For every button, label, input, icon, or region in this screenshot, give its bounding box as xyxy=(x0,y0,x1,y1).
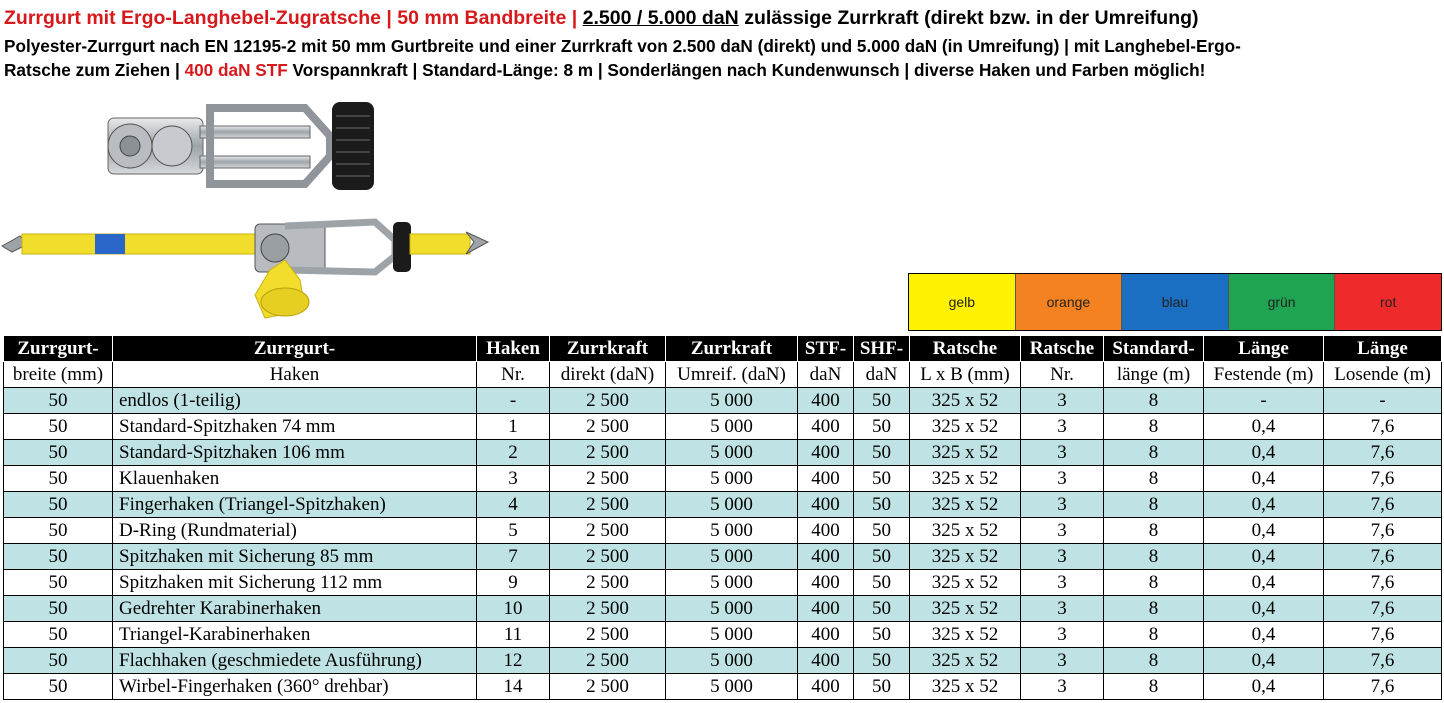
table-cell: 8 xyxy=(1104,674,1204,700)
table-row xyxy=(4,492,1442,518)
table-cell: 3 xyxy=(1021,596,1104,622)
table-cell: 400 xyxy=(798,570,854,596)
table-cell: 0,4 xyxy=(1204,596,1324,622)
table-cell: 50 xyxy=(854,622,910,648)
table-cell: 5 000 xyxy=(666,466,798,492)
spec-table xyxy=(3,335,1442,700)
table-cell: 400 xyxy=(798,674,854,700)
table-row xyxy=(4,388,1442,414)
th-4: Zurrkraft xyxy=(550,336,666,362)
table-cell: 325 x 52 xyxy=(910,492,1021,518)
table-cell: Spitzhaken mit Sicherung 85 mm xyxy=(113,544,477,570)
table-row xyxy=(4,518,1442,544)
table-cell: 50 xyxy=(854,518,910,544)
table-cell: 7,6 xyxy=(1324,544,1442,570)
color-options xyxy=(908,273,1442,331)
strap-image xyxy=(0,210,495,325)
th-12: Länge xyxy=(1324,336,1442,362)
table-cell: 7,6 xyxy=(1324,596,1442,622)
table-cell: 400 xyxy=(798,414,854,440)
table-cell: Gedrehter Karabinerhaken xyxy=(113,596,477,622)
table-cell: 3 xyxy=(477,466,550,492)
table-cell: 8 xyxy=(1104,570,1204,596)
th2-7: daN xyxy=(854,362,910,388)
table-cell: 3 xyxy=(1021,466,1104,492)
th-8: Ratsche xyxy=(910,336,1021,362)
color-orange: orange xyxy=(1016,274,1123,330)
table-row xyxy=(4,622,1442,648)
th-11: Länge xyxy=(1204,336,1324,362)
table-cell: 50 xyxy=(4,466,113,492)
table-cell: 8 xyxy=(1104,622,1204,648)
table-cell: 400 xyxy=(798,466,854,492)
table-cell: 325 x 52 xyxy=(910,570,1021,596)
table-row xyxy=(4,596,1442,622)
table-cell: 0,4 xyxy=(1204,414,1324,440)
table-row xyxy=(4,648,1442,674)
table-cell: 2 500 xyxy=(550,518,666,544)
table-cell: 325 x 52 xyxy=(910,440,1021,466)
th2-2: Haken xyxy=(113,362,477,388)
table-cell: 50 xyxy=(854,388,910,414)
table-cell: 3 xyxy=(1021,674,1104,700)
table-cell: 50 xyxy=(854,570,910,596)
table-cell: 50 xyxy=(854,414,910,440)
table-row xyxy=(4,466,1442,492)
table-cell: 8 xyxy=(1104,518,1204,544)
table-cell: 5 000 xyxy=(666,492,798,518)
table-cell: 5 000 xyxy=(666,674,798,700)
table-cell: 8 xyxy=(1104,414,1204,440)
table-cell: 9 xyxy=(477,570,550,596)
table-cell: 5 000 xyxy=(666,518,798,544)
title-main: Zurrgurt mit Ergo-Langhebel-Zugratsche | 50 mm Bandbreite | xyxy=(4,7,578,29)
table-cell: 50 xyxy=(854,492,910,518)
table-cell: 50 xyxy=(4,388,113,414)
table-cell: 400 xyxy=(798,596,854,622)
th2-6: daN xyxy=(798,362,854,388)
page-title xyxy=(4,6,1442,30)
table-cell: 8 xyxy=(1104,648,1204,674)
table-cell: 5 000 xyxy=(666,570,798,596)
table-row xyxy=(4,674,1442,700)
th-5: Zurrkraft xyxy=(666,336,798,362)
table-cell: 325 x 52 xyxy=(910,648,1021,674)
table-cell: 7,6 xyxy=(1324,466,1442,492)
ratchet-image xyxy=(100,96,385,196)
table-cell: 325 x 52 xyxy=(910,544,1021,570)
table-cell: 400 xyxy=(798,648,854,674)
table-cell: 0,4 xyxy=(1204,648,1324,674)
table-cell: 400 xyxy=(798,544,854,570)
table-cell: 50 xyxy=(4,674,113,700)
table-cell: 14 xyxy=(477,674,550,700)
table-cell: 7,6 xyxy=(1324,648,1442,674)
table-cell: 1 xyxy=(477,414,550,440)
table-cell: 8 xyxy=(1104,440,1204,466)
table-cell: 325 x 52 xyxy=(910,414,1021,440)
table-cell: 2 500 xyxy=(550,414,666,440)
table-cell: 3 xyxy=(1021,648,1104,674)
th2-5: Umreif. (daN) xyxy=(666,362,798,388)
table-cell: 400 xyxy=(798,622,854,648)
table-cell: 50 xyxy=(4,570,113,596)
table-cell: 5 000 xyxy=(666,414,798,440)
table-cell: 50 xyxy=(4,544,113,570)
table-cell: 50 xyxy=(4,440,113,466)
table-row xyxy=(4,544,1442,570)
table-cell: 8 xyxy=(1104,596,1204,622)
table-cell: 0,4 xyxy=(1204,492,1324,518)
table-cell: 325 x 52 xyxy=(910,466,1021,492)
table-cell: 50 xyxy=(4,414,113,440)
th2-11: Festende (m) xyxy=(1204,362,1324,388)
th-3: Haken xyxy=(477,336,550,362)
table-cell: 7,6 xyxy=(1324,674,1442,700)
th-7: SHF- xyxy=(854,336,910,362)
th2-3: Nr. xyxy=(477,362,550,388)
th-10: Standard- xyxy=(1104,336,1204,362)
table-cell: Standard-Spitzhaken 74 mm xyxy=(113,414,477,440)
color-rot: rot xyxy=(1335,274,1441,330)
table-cell: 3 xyxy=(1021,388,1104,414)
table-cell: Wirbel-Fingerhaken (360° drehbar) xyxy=(113,674,477,700)
table-cell: 3 xyxy=(1021,544,1104,570)
table-cell: 2 xyxy=(477,440,550,466)
table-cell: 5 xyxy=(477,518,550,544)
table-cell: 7,6 xyxy=(1324,492,1442,518)
description-line-2-end: Vorspannkraft | Standard-Länge: 8 m | Sonderlängen nach Kundenwunsch | diverse Haken und Farben möglich! xyxy=(292,60,1206,80)
th2-9: Nr. xyxy=(1021,362,1104,388)
table-cell: 0,4 xyxy=(1204,466,1324,492)
table-cell: 50 xyxy=(4,492,113,518)
title-force-value: 2.500 / 5.000 daN xyxy=(582,7,739,29)
table-cell: Standard-Spitzhaken 106 mm xyxy=(113,440,477,466)
th2-12: Losende (m) xyxy=(1324,362,1442,388)
table-cell: 400 xyxy=(798,492,854,518)
table-cell: endlos (1-teilig) xyxy=(113,388,477,414)
table-cell: 3 xyxy=(1021,570,1104,596)
th-9: Ratsche xyxy=(1021,336,1104,362)
table-cell: 7,6 xyxy=(1324,414,1442,440)
table-cell: D-Ring (Rundmaterial) xyxy=(113,518,477,544)
table-cell: 7,6 xyxy=(1324,440,1442,466)
table-cell: 3 xyxy=(1021,518,1104,544)
table-cell: 50 xyxy=(854,596,910,622)
table-cell: 325 x 52 xyxy=(910,518,1021,544)
description-line-2 xyxy=(4,58,1442,82)
table-cell: 5 000 xyxy=(666,622,798,648)
table-header-row-2 xyxy=(4,362,1442,388)
table-cell: 0,4 xyxy=(1204,544,1324,570)
table-cell: 0,4 xyxy=(1204,570,1324,596)
table-cell: 5 000 xyxy=(666,648,798,674)
th-2: Zurrgurt- xyxy=(113,336,477,362)
table-cell: Klauenhaken xyxy=(113,466,477,492)
table-cell: 8 xyxy=(1104,388,1204,414)
table-cell: 2 500 xyxy=(550,622,666,648)
table-cell: 50 xyxy=(854,440,910,466)
color-gruen: grün xyxy=(1229,274,1336,330)
table-cell: 400 xyxy=(798,440,854,466)
table-cell: 0,4 xyxy=(1204,518,1324,544)
table-cell: 3 xyxy=(1021,622,1104,648)
table-cell: 0,4 xyxy=(1204,440,1324,466)
table-cell: - xyxy=(1204,388,1324,414)
table-cell: Flachhaken (geschmiedete Ausführung) xyxy=(113,648,477,674)
th2-1: breite (mm) xyxy=(4,362,113,388)
table-cell: 50 xyxy=(854,466,910,492)
table-row xyxy=(4,414,1442,440)
table-cell: 325 x 52 xyxy=(910,674,1021,700)
table-cell: 50 xyxy=(854,544,910,570)
table-cell: Fingerhaken (Triangel-Spitzhaken) xyxy=(113,492,477,518)
th2-8: L x B (mm) xyxy=(910,362,1021,388)
table-cell: 50 xyxy=(4,596,113,622)
table-cell: 325 x 52 xyxy=(910,622,1021,648)
th2-10: länge (m) xyxy=(1104,362,1204,388)
table-cell: 5 000 xyxy=(666,544,798,570)
table-header-row-1 xyxy=(4,336,1442,362)
table-cell: 8 xyxy=(1104,466,1204,492)
table-cell: 3 xyxy=(1021,440,1104,466)
table-cell: 3 xyxy=(1021,414,1104,440)
table-cell: 325 x 52 xyxy=(910,596,1021,622)
table-cell: 50 xyxy=(4,518,113,544)
th-1: Zurrgurt- xyxy=(4,336,113,362)
table-cell: 5 000 xyxy=(666,440,798,466)
stf-highlight: 400 daN STF xyxy=(184,60,288,80)
th-6: STF- xyxy=(798,336,854,362)
title-force-label: zulässige Zurrkraft (direkt bzw. in der Umreifung) xyxy=(744,7,1199,29)
table-cell: 2 500 xyxy=(550,388,666,414)
table-cell: 4 xyxy=(477,492,550,518)
table-cell: 11 xyxy=(477,622,550,648)
table-row xyxy=(4,440,1442,466)
table-cell: 2 500 xyxy=(550,570,666,596)
table-cell: 2 500 xyxy=(550,674,666,700)
description-line-1: Polyester-Zurrgurt nach EN 12195-2 mit 50 mm Gurtbreite und einer Zurrkraft von 2.500 daN (direkt) und 5.000 daN (in Umreifung) | mit Langhebel-Ergo- xyxy=(4,36,1241,56)
product-description xyxy=(4,34,1442,82)
table-cell: 5 000 xyxy=(666,596,798,622)
table-cell: 2 500 xyxy=(550,544,666,570)
table-cell: 12 xyxy=(477,648,550,674)
table-cell: - xyxy=(477,388,550,414)
table-cell: 0,4 xyxy=(1204,622,1324,648)
table-cell: 325 x 52 xyxy=(910,388,1021,414)
table-cell: - xyxy=(1324,388,1442,414)
description-line-2-start: Ratsche zum Ziehen | xyxy=(4,60,180,80)
table-cell: 400 xyxy=(798,388,854,414)
color-gelb: gelb xyxy=(909,274,1016,330)
table-cell: 5 000 xyxy=(666,388,798,414)
table-cell: Spitzhaken mit Sicherung 112 mm xyxy=(113,570,477,596)
table-cell: 2 500 xyxy=(550,466,666,492)
table-cell: 10 xyxy=(477,596,550,622)
table-cell: 2 500 xyxy=(550,440,666,466)
table-cell: 7,6 xyxy=(1324,570,1442,596)
table-cell: 3 xyxy=(1021,492,1104,518)
table-cell: 8 xyxy=(1104,492,1204,518)
table-cell: 0,4 xyxy=(1204,674,1324,700)
table-cell: 400 xyxy=(798,518,854,544)
th2-4: direkt (daN) xyxy=(550,362,666,388)
color-blau: blau xyxy=(1122,274,1229,330)
table-cell: 50 xyxy=(854,648,910,674)
table-cell: 50 xyxy=(4,622,113,648)
table-cell: 50 xyxy=(854,674,910,700)
table-cell: 7 xyxy=(477,544,550,570)
table-cell: Triangel-Karabinerhaken xyxy=(113,622,477,648)
table-row xyxy=(4,570,1442,596)
table-cell: 2 500 xyxy=(550,492,666,518)
table-cell: 7,6 xyxy=(1324,518,1442,544)
table-cell: 2 500 xyxy=(550,648,666,674)
table-cell: 7,6 xyxy=(1324,622,1442,648)
table-cell: 2 500 xyxy=(550,596,666,622)
table-cell: 50 xyxy=(4,648,113,674)
table-cell: 8 xyxy=(1104,544,1204,570)
